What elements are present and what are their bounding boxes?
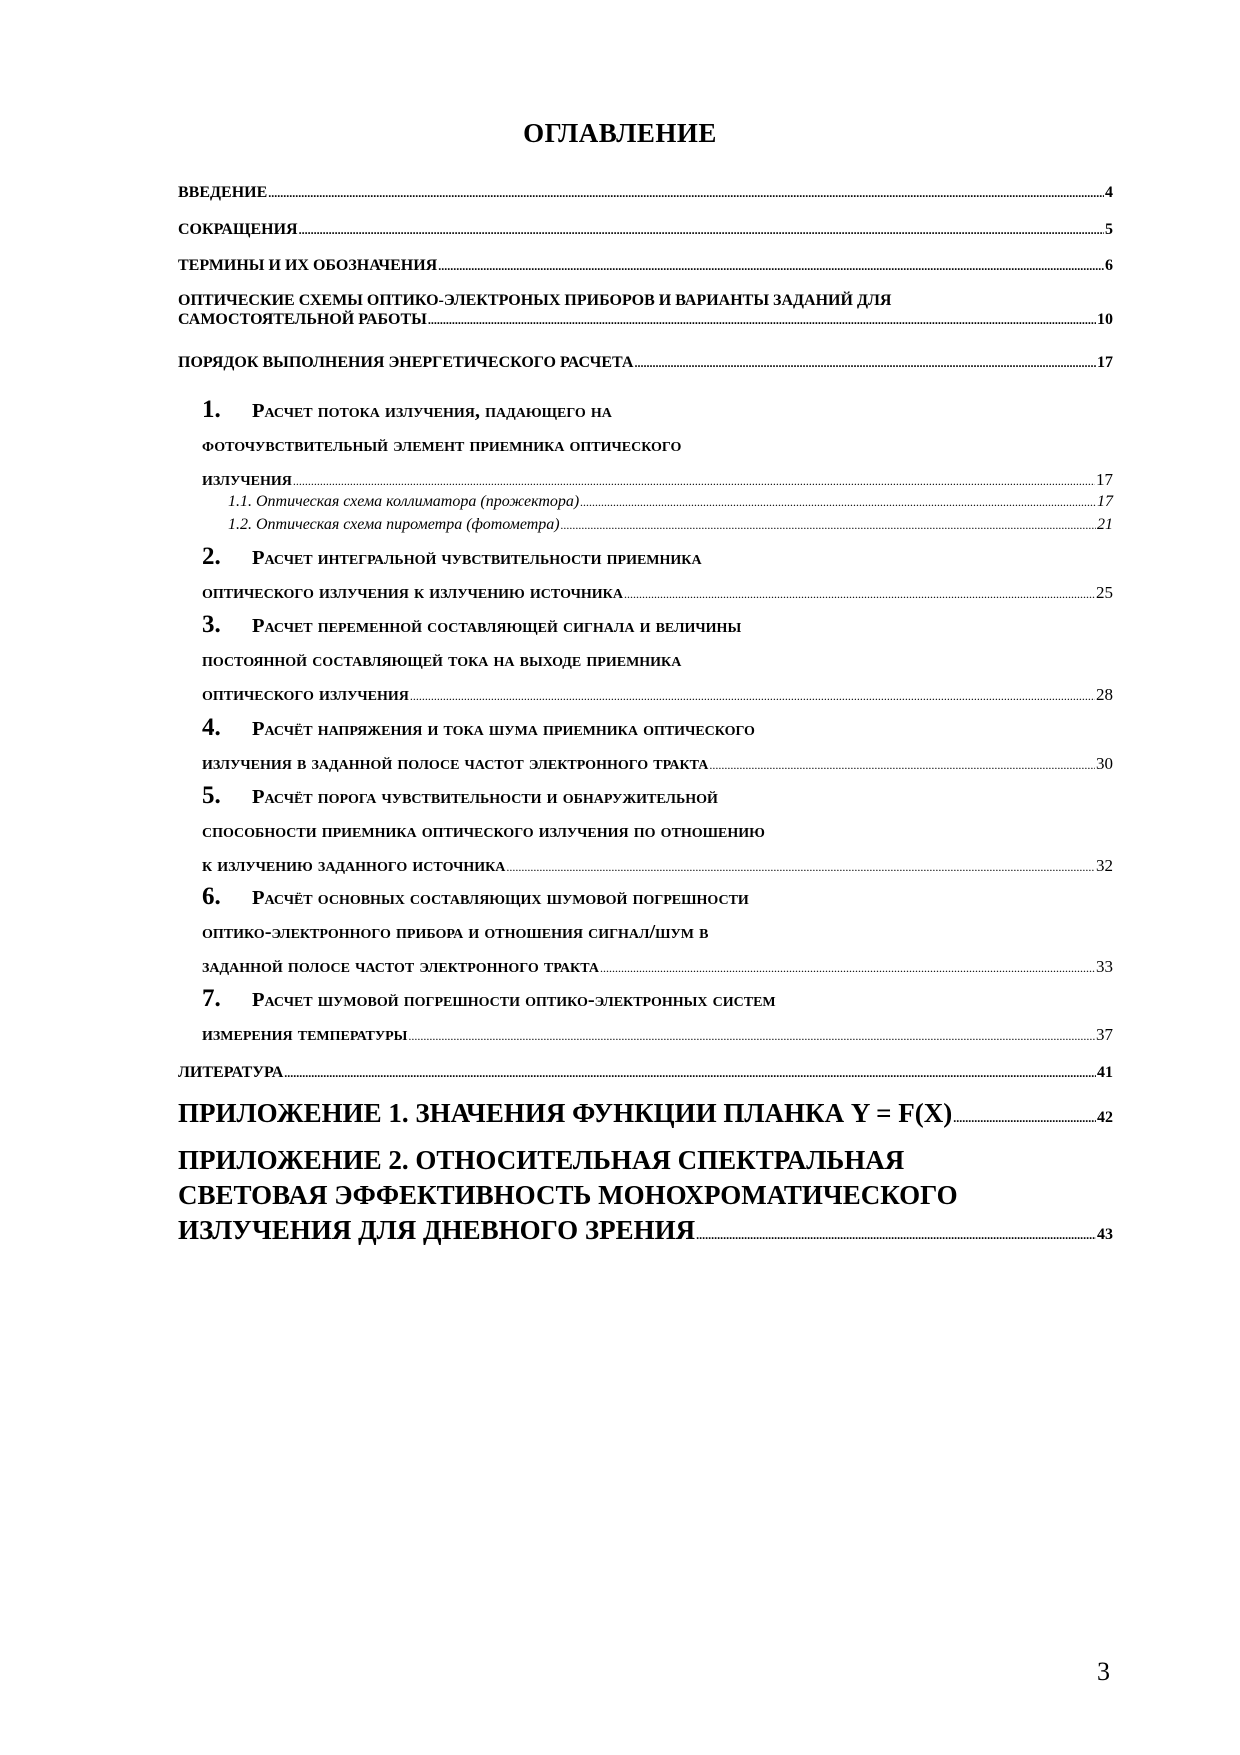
chapter-title-line: Расчет шумовой погрешности оптико-электронных систем — [252, 989, 776, 1011]
leader-dots — [268, 186, 1104, 201]
chapter-title-line: способности приемника оптического излучения по отношению — [202, 820, 765, 842]
toc-entry-text-line: ПРИЛОЖЕНИЕ 2. ОТНОСИТЕЛЬНАЯ СПЕКТРАЛЬНАЯ — [178, 1145, 905, 1175]
toc-chapter-4[interactable] — [202, 711, 1113, 782]
toc-entry-text: ТЕРМИНЫ И ИХ ОБОЗНАЧЕНИЯ — [178, 257, 438, 274]
leader-dots — [600, 951, 1095, 985]
toc-entry-text: САМОСТОЯТЕЛЬНОЙ РАБОТЫ — [178, 311, 427, 328]
toc-page-number: 4 — [1105, 184, 1113, 201]
chapter-title-line: измерения температуры — [202, 1023, 408, 1045]
toc-page-number: 37 — [1096, 1025, 1113, 1044]
leader-dots — [624, 577, 1095, 611]
toc-page-number: 32 — [1096, 856, 1113, 875]
chapter-title-line: оптического излучения к излучению источника — [202, 581, 623, 603]
toc-page-number: 25 — [1096, 583, 1113, 602]
toc-subsection-1-1[interactable] — [228, 493, 1113, 511]
toc-page-number: 6 — [1105, 257, 1113, 274]
leader-dots — [438, 259, 1104, 274]
chapter-title-line: постоянной составляющей тока на выходе приемника — [202, 649, 682, 671]
chapter-title-line: Расчет переменной составляющей сигнала и величины — [252, 615, 742, 637]
toc-entry-text: ЛИТЕРАТУРА — [178, 1064, 284, 1081]
toc-page-number: 17 — [1097, 493, 1113, 510]
chapter-title-line: заданной полосе частот электронного тракта — [202, 955, 599, 977]
toc-page-number: 17 — [1097, 354, 1113, 371]
toc-page-number: 42 — [1097, 1109, 1113, 1126]
leader-dots — [428, 313, 1096, 328]
chapter-title-line: излучения в заданной полосе частот электронного тракта — [202, 752, 709, 774]
leader-dots — [634, 356, 1096, 371]
chapter-number: 4. — [202, 714, 221, 741]
chapter-title-line: Расчёт порога чувствительности и обнаружительной — [252, 786, 718, 808]
toc-page-number: 33 — [1096, 957, 1113, 976]
chapter-number: 7. — [202, 985, 221, 1012]
toc-chapter-2[interactable] — [202, 540, 1113, 611]
chapter-number: 5. — [202, 782, 221, 809]
chapter-number: 3. — [202, 611, 221, 638]
toc-entry-text-line: ОПТИЧЕСКИЕ СХЕМЫ ОПТИКО-ЭЛЕКТРОНЫХ ПРИБОРОВ И ВАРИАНТЫ ЗАДАНИЙ ДЛЯ — [178, 292, 892, 309]
toc-page-number: 10 — [1097, 311, 1113, 328]
chapter-title-line: излучения — [202, 468, 292, 490]
leader-dots — [410, 679, 1095, 713]
page-title: ОГЛАВЛЕНИЕ — [523, 118, 717, 148]
leader-dots — [709, 748, 1095, 782]
chapter-title-line: Расчёт напряжения и тока шума приемника оптического — [252, 718, 755, 740]
chapter-title-line: Расчет интегральной чувствительности приемника — [252, 547, 702, 569]
toc-entry-text-line: СВЕТОВАЯ ЭФФЕКТИВНОСТЬ МОНОХРОМАТИЧЕСКОГО — [178, 1180, 958, 1210]
toc-entry-procedure[interactable] — [178, 354, 1113, 372]
toc-entry-text: 1.2. Оптическая схема пирометра (фотометра) — [228, 516, 560, 533]
toc-entry-abbreviations[interactable] — [178, 221, 1113, 239]
toc-page-number: 30 — [1096, 754, 1113, 773]
toc-chapter-6[interactable] — [202, 880, 1113, 985]
leader-dots — [299, 223, 1104, 238]
chapter-title-line: Расчёт основных составляющих шумовой погрешности — [252, 887, 749, 909]
leader-dots — [953, 1101, 1096, 1136]
toc-entry-text: СОКРАЩЕНИЯ — [178, 221, 298, 238]
toc-page-number: 17 — [1096, 470, 1113, 489]
toc-chapter-5[interactable] — [202, 779, 1113, 884]
leader-dots — [580, 495, 1096, 510]
toc-appendix-2[interactable] — [178, 1143, 1113, 1253]
leader-dots — [284, 1066, 1096, 1081]
chapter-title-line: Расчет потока излучения, падающего на — [252, 400, 612, 422]
toc-entry-text: 1.1. Оптическая схема коллиматора (прожектора) — [228, 493, 580, 510]
toc-entry-introduction[interactable] — [178, 184, 1113, 202]
chapter-title-line: оптического излучения — [202, 683, 409, 705]
toc-subsection-1-2[interactable] — [228, 516, 1113, 534]
chapter-number: 1. — [202, 396, 221, 423]
toc-appendix-1[interactable] — [178, 1096, 1113, 1136]
chapter-title-line: оптико-электронного прибора и отношения сигнал/шум в — [202, 921, 709, 943]
toc-entry-text: ВВЕДЕНИЕ — [178, 184, 268, 201]
page-number: 3 — [1097, 1657, 1110, 1686]
leader-dots — [696, 1218, 1096, 1253]
chapter-number: 6. — [202, 883, 221, 910]
toc-page-number: 21 — [1097, 516, 1113, 533]
chapter-title-line: к излучению заданного источника — [202, 854, 506, 876]
toc-entry-text: ПОРЯДОК ВЫПОЛНЕНИЯ ЭНЕРГЕТИЧЕСКОГО РАСЧЕТА — [178, 354, 634, 371]
toc-page-number: 5 — [1105, 221, 1113, 238]
toc-chapter-3[interactable] — [202, 608, 1113, 713]
toc-page-number: 41 — [1097, 1064, 1113, 1081]
toc-entry-literature[interactable] — [178, 1064, 1113, 1082]
toc-entry-optical-schemes[interactable] — [178, 292, 1113, 329]
chapter-number: 2. — [202, 543, 221, 570]
leader-dots — [408, 1019, 1095, 1053]
toc-entry-terms[interactable] — [178, 257, 1113, 275]
toc-chapter-7[interactable] — [202, 982, 1113, 1053]
leader-dots — [506, 850, 1095, 884]
toc-page-number: 43 — [1097, 1226, 1113, 1243]
toc-page-number: 28 — [1096, 685, 1113, 704]
toc-entry-text: ПРИЛОЖЕНИЕ 1. ЗНАЧЕНИЯ ФУНКЦИИ ПЛАНКА Y = F(X) — [178, 1098, 953, 1128]
chapter-title-line: фоточувствительный элемент приемника оптического — [202, 434, 682, 456]
leader-dots — [561, 518, 1096, 533]
toc-chapter-1[interactable] — [202, 393, 1113, 498]
toc-entry-text: ИЗЛУЧЕНИЯ ДЛЯ ДНЕВНОГО ЗРЕНИЯ — [178, 1215, 696, 1245]
